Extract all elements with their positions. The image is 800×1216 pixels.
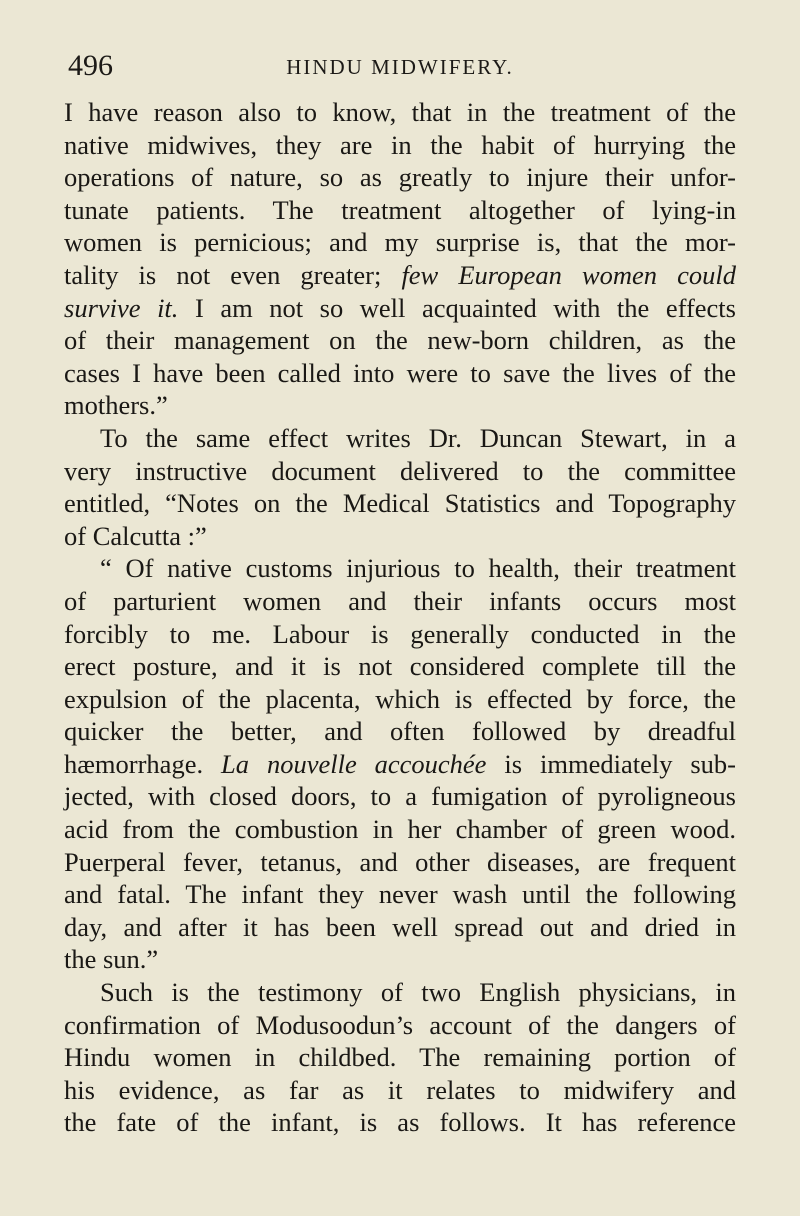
text-line: erect posture, and it is not considered complete till the	[64, 651, 736, 682]
body-text	[64, 96, 736, 1139]
text-line: tunate patients. The treatment altogether of lying-in	[64, 194, 736, 225]
italic-phrase: survive it.	[64, 292, 179, 323]
text-line	[64, 292, 736, 325]
text-line: operations of nature, so as greatly to injure their unfor-	[64, 162, 736, 193]
text-line: entitled, “Notes on the Medical Statistics and Topography	[64, 488, 736, 519]
text-line: Hindu women in childbed. The remaining portion of	[64, 1042, 736, 1073]
page-number: 496	[68, 49, 113, 82]
text-line: expulsion of the placenta, which is effected by force, the	[64, 683, 736, 714]
text-line	[64, 259, 736, 292]
text-line: “ Of native customs injurious to health, their treatment	[100, 553, 736, 584]
text-line: of parturient women and their infants occurs most	[64, 585, 736, 616]
text-segment: hæmorrhage.	[64, 748, 204, 779]
italic-phrase: few European women could	[401, 259, 737, 290]
paragraph	[64, 422, 736, 552]
text-line: of Calcutta :”	[64, 520, 207, 551]
text-line: jected, with closed doors, to a fumigation of pyroligneous	[64, 781, 736, 812]
text-segment: is immediately sub-	[486, 748, 737, 779]
text-line: and fatal. The infant they never wash until the following	[64, 879, 736, 910]
text-line: of their management on the new-born children, as the	[64, 325, 736, 356]
text-line: forcibly to me. Labour is generally conducted in the	[64, 618, 736, 649]
text-line: his evidence, as far as it relates to midwifery and	[64, 1074, 736, 1105]
text-line: quicker the better, and often followed by dreadful	[64, 716, 736, 747]
running-head: HINDU MIDWIFERY.	[286, 55, 514, 79]
page-header	[60, 46, 740, 86]
paragraph	[64, 96, 736, 422]
text-line: the sun.”	[64, 944, 159, 975]
text-line	[64, 748, 736, 781]
text-segment: tality is not even greater;	[64, 259, 382, 290]
text-line: Such is the testimony of two English physicians, in	[100, 977, 736, 1008]
text-line: native midwives, they are in the habit of hurrying the	[64, 129, 736, 160]
text-line: very instructive document delivered to the committee	[64, 455, 736, 486]
text-line: women is pernicious; and my surprise is, that the mor-	[64, 227, 736, 258]
text-segment: I am not so well acquainted with the effects	[178, 292, 736, 323]
text-line: acid from the combustion in her chamber of green wood.	[64, 814, 736, 845]
text-line: mothers.”	[64, 390, 168, 421]
paragraph	[64, 976, 736, 1139]
text-line: the fate of the infant, is as follows. It has reference	[64, 1107, 736, 1138]
text-line: Puerperal fever, tetanus, and other diseases, are frequent	[64, 846, 736, 877]
text-line: confirmation of Modusoodun’s account of the dangers of	[64, 1009, 736, 1040]
text-line: I have reason also to know, that in the treatment of the	[64, 97, 736, 127]
text-line: To the same effect writes Dr. Duncan Stewart, in a	[100, 422, 736, 453]
italic-phrase: La nouvelle accouchée	[221, 748, 487, 779]
text-line: cases I have been called into were to save the lives of the	[64, 357, 736, 388]
text-line: day, and after it has been well spread out and dried in	[64, 911, 736, 942]
paragraph	[64, 552, 736, 976]
